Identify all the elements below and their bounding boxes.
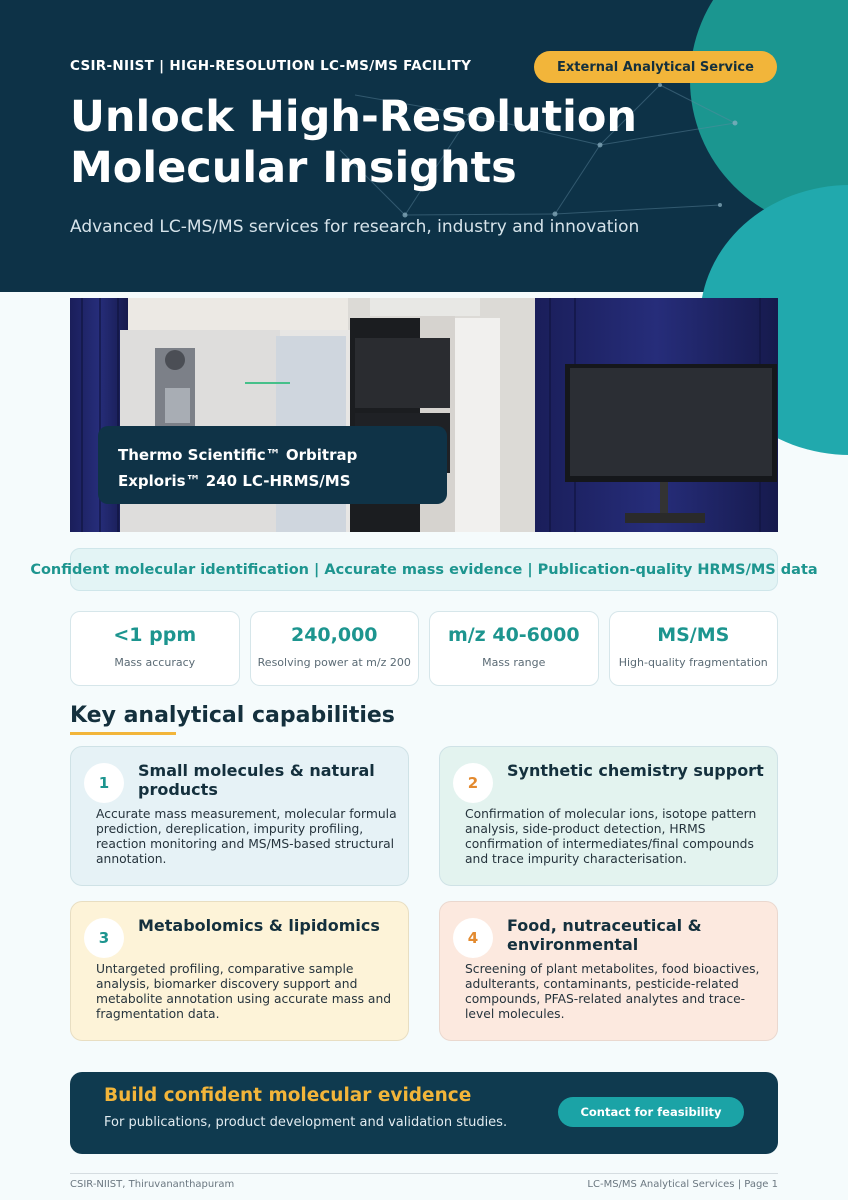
card-number: 2 xyxy=(453,763,493,803)
highlight-strip xyxy=(30,548,818,591)
instrument-caption xyxy=(98,426,447,504)
cta-heading: Build confident molecular evidence xyxy=(104,1085,472,1106)
page-title xyxy=(70,92,690,194)
stat-value: MS/MS xyxy=(657,624,730,646)
stat-label: Mass range xyxy=(482,656,546,669)
capability-card xyxy=(439,901,778,1041)
cta-subtext: For publications, product development and validation studies. xyxy=(104,1115,508,1130)
card-description: Confirmation of molecular ions, isotope pattern analysis, side-product detection, HRMS confirmation of intermediates/final compounds and trace impurity characterisation. xyxy=(465,807,757,866)
footer-page-info: LC-MS/MS Analytical Services | Page 1 xyxy=(587,1179,778,1190)
capability-card xyxy=(70,746,409,886)
cta-banner xyxy=(70,1072,778,1154)
card-number: 1 xyxy=(84,763,124,803)
highlight-text: Confident molecular identification | Accurate mass evidence | Publication-quality HRMS/MS data xyxy=(30,561,818,578)
card-title: Food, nutraceutical & environmental xyxy=(507,916,702,954)
stat-card xyxy=(250,611,420,686)
caption-line-1: Thermo Scientific™ Orbitrap xyxy=(118,446,358,464)
stat-card xyxy=(70,611,240,686)
footer-location: CSIR-NIIST, Thiruvananthapuram xyxy=(70,1179,235,1190)
contact-button[interactable]: Contact for feasibility xyxy=(558,1097,744,1127)
card-number: 4 xyxy=(453,918,493,958)
caption-line-2: Exploris™ 240 LC-HRMS/MS xyxy=(118,472,351,490)
heading-underline xyxy=(70,732,176,735)
title-line-1: Unlock High-Resolution xyxy=(70,92,638,142)
stat-card xyxy=(429,611,599,686)
facility-kicker: CSIR-NIIST | HIGH-RESOLUTION LC-MS/MS FACILITY xyxy=(70,58,472,74)
stat-card xyxy=(609,611,779,686)
capability-card xyxy=(70,901,409,1041)
section-heading: Key analytical capabilities xyxy=(70,703,395,728)
card-title: Small molecules & natural products xyxy=(138,761,375,799)
service-badge: External Analytical Service xyxy=(534,51,777,83)
hero-header xyxy=(0,0,848,292)
key-stats xyxy=(70,611,778,686)
title-line-2: Molecular Insights xyxy=(70,143,517,193)
card-description: Accurate mass measurement, molecular formula prediction, dereplication, impurity profiling, reaction monitoring and MS/MS-based structural annotation. xyxy=(96,807,397,866)
stat-value: <1 ppm xyxy=(113,624,197,646)
card-description: Screening of plant metabolites, food bioactives, adulterants, contaminants, pesticide-related compounds, PFAS-related analytes and trace-level molecules. xyxy=(465,962,760,1021)
card-number: 3 xyxy=(84,918,124,958)
card-title: Synthetic chemistry support xyxy=(507,761,764,780)
stat-label: Mass accuracy xyxy=(114,656,196,669)
card-title: Metabolomics & lipidomics xyxy=(138,916,380,935)
page-subtitle: Advanced LC-MS/MS services for research, industry and innovation xyxy=(70,217,640,237)
stat-value: 240,000 xyxy=(290,624,378,646)
stat-value: m/z 40-6000 xyxy=(447,624,580,646)
stat-label: High-quality fragmentation xyxy=(618,656,768,669)
footer-divider xyxy=(70,1173,778,1174)
stat-label: Resolving power at m/z 200 xyxy=(257,656,411,669)
capability-card xyxy=(439,746,778,886)
card-description: Untargeted profiling, comparative sample analysis, biomarker discovery support and metabolite annotation using accurate mass and fragmentation data. xyxy=(96,962,392,1021)
